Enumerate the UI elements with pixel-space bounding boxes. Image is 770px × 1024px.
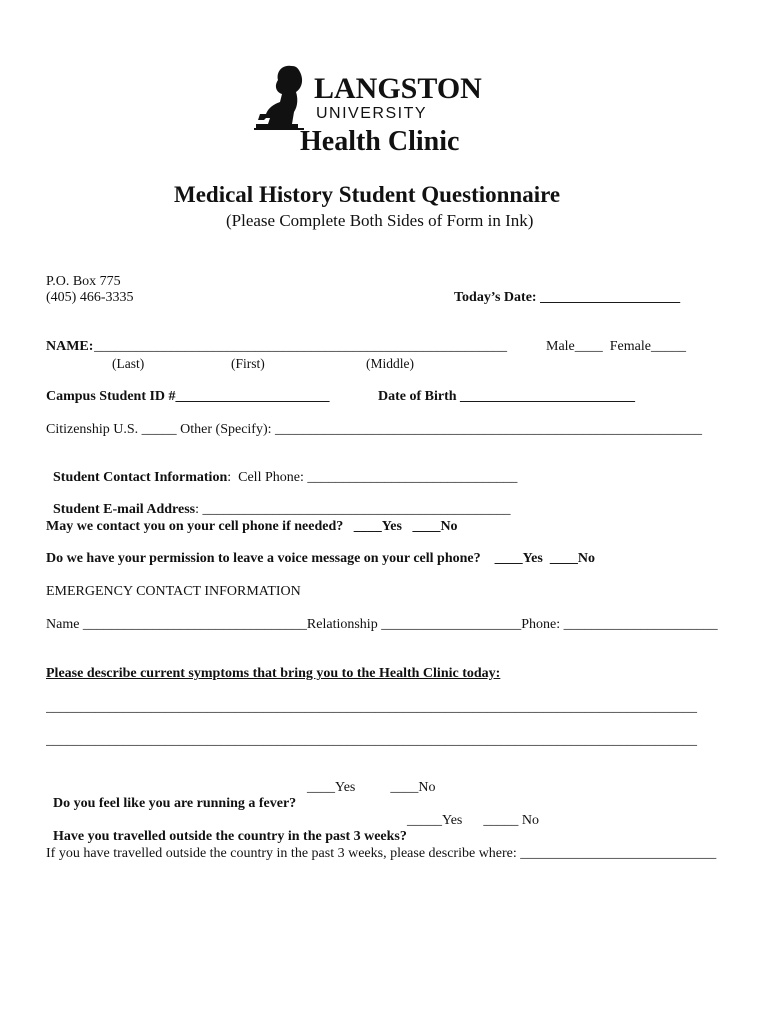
po-box: P.O. Box 775 (46, 274, 121, 289)
symptoms-line-1[interactable]: _____________________________________________________________________________________________ (46, 700, 697, 715)
question-voice-message[interactable]: Do we have your permission to leave a voice message on your cell phone? ____Yes ____No (46, 551, 595, 566)
logo-line2: UNIVERSITY (316, 105, 428, 122)
name-field[interactable]: ___________________________________________________________ (94, 339, 507, 354)
email-label: Student E-mail Address (53, 502, 196, 517)
gender-field[interactable]: Male____ Female_____ (546, 339, 686, 354)
clinic-phone: (405) 466-3335 (46, 290, 134, 305)
fever-answers[interactable]: ____Yes ____No (307, 780, 436, 795)
citizenship-field[interactable]: Citizenship U.S. _____ Other (Specify): _____________________________________________________________ (46, 422, 703, 437)
langston-university-logo (252, 62, 522, 130)
clinic-title: Health Clinic (300, 126, 460, 157)
form-subtitle: (Please Complete Both Sides of Form in Ink) (226, 211, 534, 230)
fever-question: Do you feel like you are running a fever? (53, 796, 297, 811)
date-of-birth-field[interactable]: Date of Birth _________________________ (378, 389, 636, 404)
name-last-caption: (Last) (112, 356, 145, 371)
name-label: NAME: (46, 339, 94, 354)
lion-icon (254, 66, 304, 130)
todays-date-field[interactable]: Today’s Date: ____________________ (454, 290, 681, 305)
travel-question: Have you travelled outside the country in the past 3 weeks? (53, 829, 407, 844)
travel-row[interactable] (46, 813, 407, 845)
logo-line1: LANGSTON (314, 72, 482, 105)
symptoms-line-2[interactable]: _____________________________________________________________________________________________ (46, 733, 697, 748)
travel-answers[interactable]: _____Yes _____ No (407, 813, 539, 828)
fever-row[interactable] (46, 780, 296, 812)
contact-info-label: Student Contact Information (53, 470, 228, 485)
name-first-caption: (First) (231, 356, 265, 371)
emergency-contact-field[interactable]: Name ________________________________Relationship ____________________Phone: ______________________ (46, 617, 718, 632)
travel-describe-field[interactable]: If you have travelled outside the country in the past 3 weeks, please describe where: ____________________________ (46, 846, 717, 861)
contact-info-row[interactable] (46, 454, 517, 486)
email-row[interactable] (46, 486, 511, 518)
question-contact-cell[interactable]: May we contact you on your cell phone if needed? ____Yes ____No (46, 519, 458, 534)
name-middle-caption: (Middle) (366, 356, 414, 371)
symptoms-heading: Please describe current symptoms that bring you to the Health Clinic today: (46, 666, 501, 681)
cell-phone-field[interactable]: : Cell Phone: ______________________________ (227, 470, 518, 485)
form-title: Medical History Student Questionnaire (174, 182, 561, 207)
email-field[interactable]: : ____________________________________________ (195, 502, 511, 517)
student-id-field[interactable]: Campus Student ID #______________________ (46, 389, 330, 404)
emergency-heading: EMERGENCY CONTACT INFORMATION (46, 584, 301, 599)
